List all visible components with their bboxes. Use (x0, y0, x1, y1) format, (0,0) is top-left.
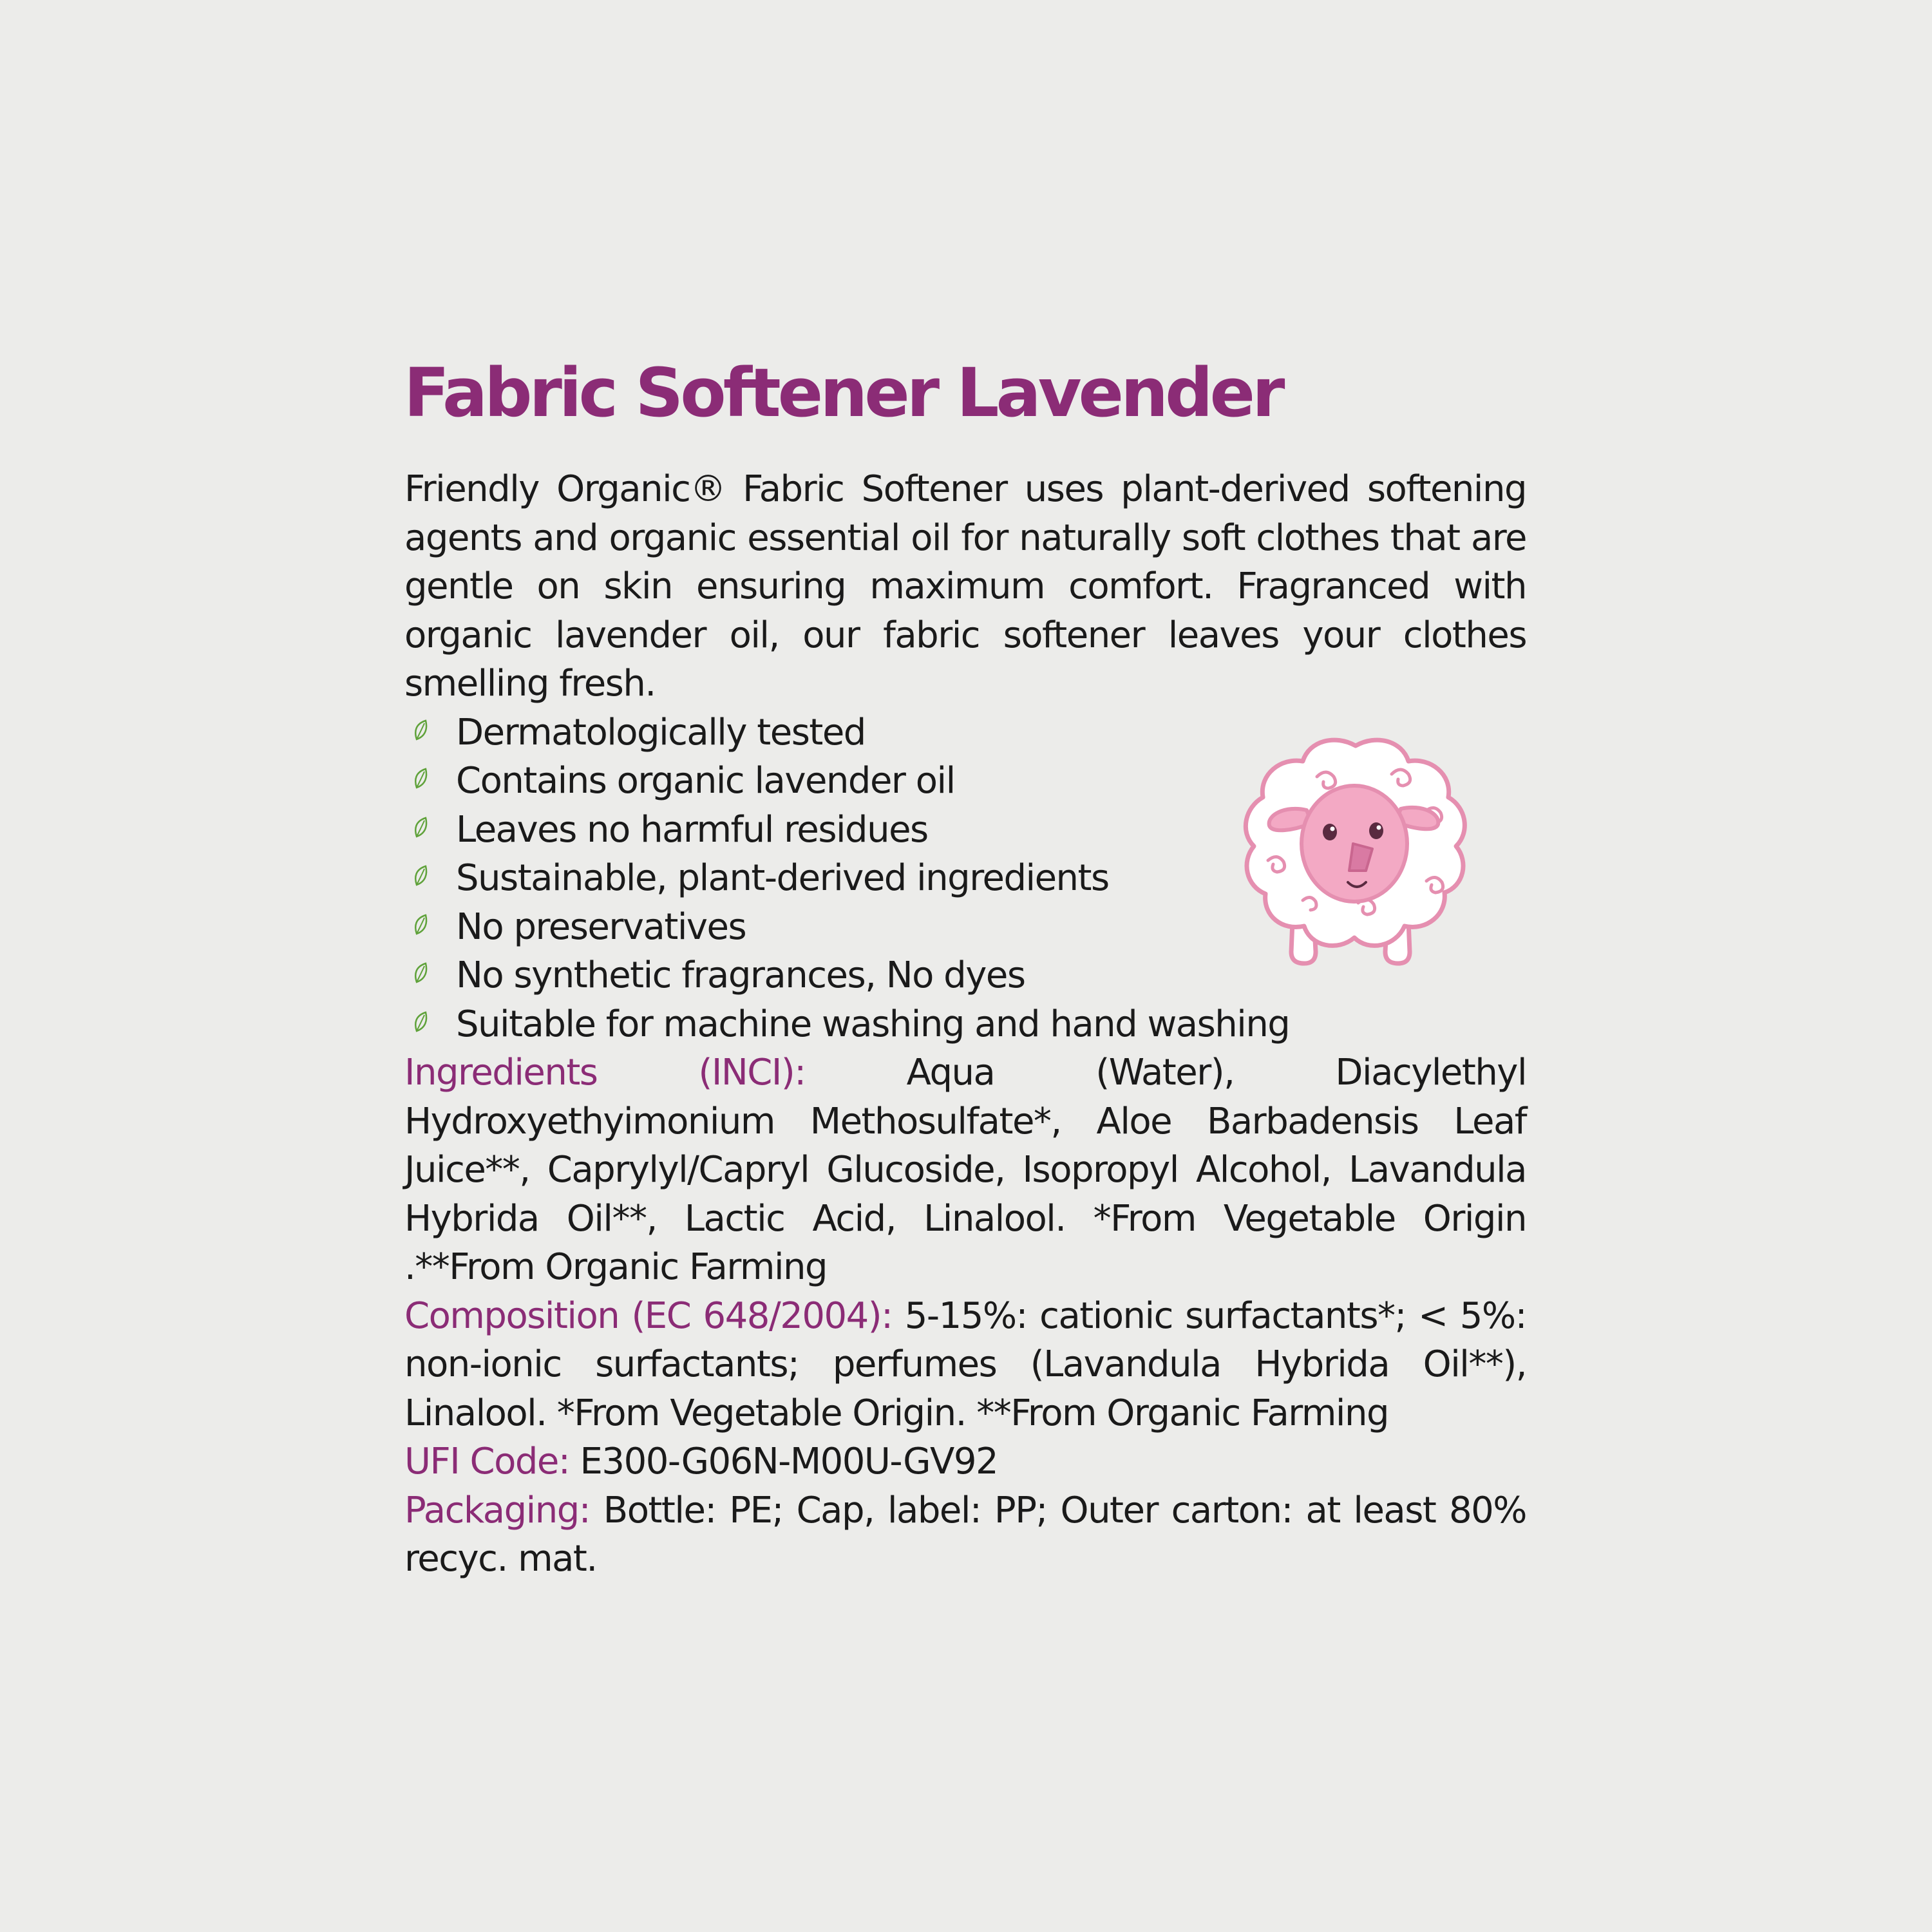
ingredients-text: Aqua (Water), Diacylethyl Hydroxyethyimonium Methosulfate*, Aloe Barbadensis Leaf Juice**, Caprylyl/Capryl Glucoside, Isopropyl Alcohol, Lavandula Hybrida Oil**, Lactic Acid, Linalool. *From Vegetable Origin .**From Organic Farming (404, 1052, 1527, 1288)
benefit-text: No preservatives (456, 905, 746, 948)
product-description: Friendly Organic® Fabric Softener uses plant-derived softening agents and organic essential oil for naturally soft clothes that are gentle on skin ensuring maximum comfort. Fragranced with organic lavender oil, our fabric softener leaves your clothes smelling fresh. (404, 468, 1526, 705)
benefit-text: Dermatologically tested (456, 711, 866, 753)
benefit-text: No synthetic fragrances, No dyes (456, 954, 1025, 996)
benefit-text: Sustainable, plant-derived ingredients (456, 857, 1109, 899)
leaf-icon (413, 719, 429, 742)
benefit-text: Contains organic lavender oil (456, 760, 955, 802)
leaf-icon (413, 864, 429, 887)
ufi-code: E300-G06N-M00U-GV92 (569, 1441, 998, 1482)
composition-section (404, 1292, 1526, 1438)
leaf-icon (413, 913, 429, 936)
packaging-label: Packaging: (404, 1489, 591, 1531)
leaf-icon (413, 816, 429, 839)
product-title: Fabric Softener Lavender (404, 354, 1282, 432)
packaging-text: Bottle: PE; Cap, label: PP; Outer carton: at least 80% recyc. mat. (404, 1489, 1526, 1580)
ufi-label: UFI Code: (404, 1441, 570, 1482)
leaf-icon (413, 961, 429, 985)
ufi-section (404, 1437, 1526, 1486)
ingredients-section (404, 1048, 1526, 1292)
composition-text: 5-15%: cationic surfactants*; < 5%: non-ionic surfactants; perfumes (Lavandula Hybrida Oil**), Linalool. *From Vegetable Origin. **From Organic Farming (404, 1294, 1526, 1434)
ingredients-label: Ingredients (INCI): (404, 1052, 806, 1094)
leaf-icon (413, 767, 429, 790)
leaf-icon (413, 1010, 429, 1034)
sheep-icon (1240, 734, 1472, 979)
benefit-text: Suitable for machine washing and hand washing (456, 1003, 1290, 1045)
product-info (404, 465, 1526, 1584)
composition-label: Composition (EC 648/2004): (404, 1294, 893, 1337)
benefit-text: Leaves no harmful residues (456, 808, 928, 851)
benefit-item (404, 1000, 1526, 1049)
packaging-section (404, 1486, 1526, 1584)
